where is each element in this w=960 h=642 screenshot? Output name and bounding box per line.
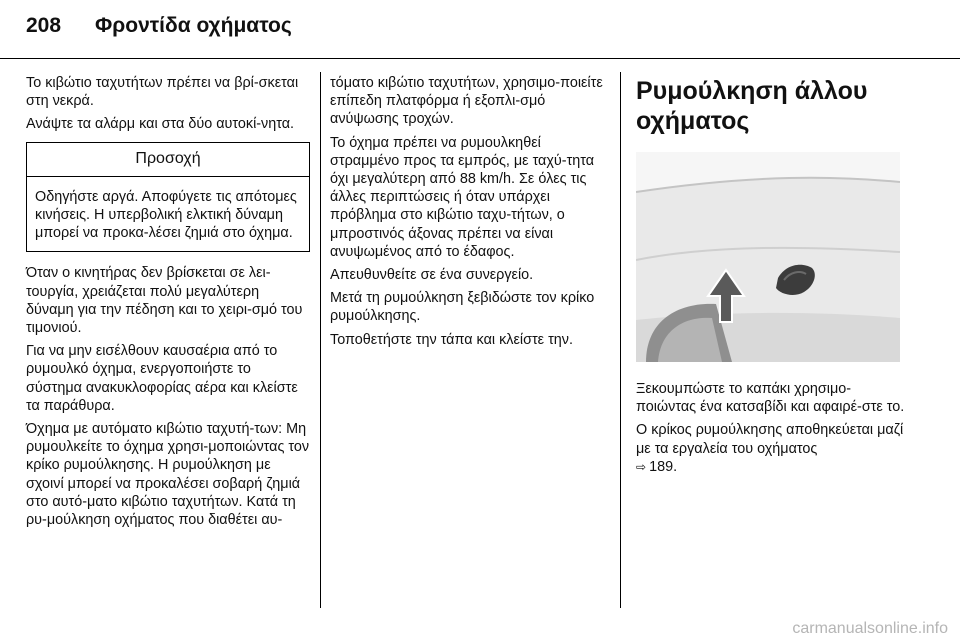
paragraph-tow-eye-storage xyxy=(636,421,906,476)
page-header xyxy=(26,14,292,44)
warning-text: Οδηγήστε αργά. Αποφύγετε τις απότομες κινήσεις. Η υπερβολική ελκτική δύναμη μπορεί να προκα-λέσει ζημιά στο όχημα. xyxy=(35,188,297,242)
rear-bumper-illustration xyxy=(636,152,900,362)
paragraph-automatic-transmission: Όχημα με αυτόματο κιβώτιο ταχυτή-των: Μη ρυμουλκείτε το όχημα χρησι-μοποιώντας τον κρίκο ρυμούλκησης. Η ρυμούλκηση με σχοινί μπορεί να προκαλέσει σοβαρή ζημιά στο αυτό-ματο κιβώτιο ταχυτήτων. Κατά τη ρυ-μούλκηση οχήματος που διαθέτει αυ- xyxy=(26,421,310,529)
paragraph-gear-neutral: Το κιβώτιο ταχυτήτων πρέπει να βρί-σκεται στη νεκρά. xyxy=(26,75,299,110)
watermark: carmanualsonline.info xyxy=(792,620,948,637)
paragraph-tow-speed: Το όχημα πρέπει να ρυμουλκηθεί στραμμένο προς τα εμπρός, με ταχύ-τητα όχι μεγαλύτερη από 88 km/h. Σε όλες τις άλλες περιπτώσεις ή όταν υπάρχει πρόβλημα στο κιβώτιο ταχυ-τήτων, ο μπροστινός άξονας πρέπει να είναι ανυψωμένος από το έδαφος. xyxy=(330,134,595,260)
column-2 xyxy=(330,74,610,354)
paragraph-engine-off: Όταν ο κινητήρας δεν βρίσκεται σε λει-τουργία, χρειάζεται πολύ μεγαλύτερη δύναμη για την πέδηση και το χειρι-σμό του τιμονιού. xyxy=(26,265,303,337)
paragraph-unscrew-eye: Μετά τη ρυμούλκηση ξεβιδώστε τον κρίκο ρυμούλκησης. xyxy=(330,290,595,325)
storage-text: Ο κρίκος ρυμούλκησης αποθηκεύεται μαζί με τα εργαλεία του οχήματος xyxy=(636,422,904,457)
page-title: Φροντίδα οχήματος xyxy=(95,14,292,37)
column-3 xyxy=(636,74,906,481)
header-rule xyxy=(0,58,960,59)
column-1 xyxy=(26,74,310,534)
rear-bumper-figure xyxy=(636,152,900,362)
paragraph-replace-cap: Τοποθετήστε την τάπα και κλείστε την. xyxy=(330,331,573,348)
column-divider-1 xyxy=(320,72,321,608)
paragraph-platform: τόματο κιβώτιο ταχυτήτων, χρησιμο-ποιείτε επίπεδη πλατφόρμα ή εξοπλι-σμό ανύψωσης τροχών. xyxy=(330,75,603,128)
warning-title: Προσοχή xyxy=(27,143,309,177)
paragraph-workshop: Απευθυνθείτε σε ένα συνεργείο. xyxy=(330,267,534,284)
column-divider-2 xyxy=(620,72,621,608)
paragraph-hazard-lights: Ανάψτε τα αλάρμ και στα δύο αυτοκί-νητα. xyxy=(26,116,295,133)
paragraph-remove-cap: Ξεκουμπώστε το καπάκι χρησιμο-ποιώντας ένα κατσαβίδι και αφαιρέ-στε το. xyxy=(636,381,905,416)
section-heading: Ρυμούλκηση άλλου οχήματος xyxy=(636,77,868,135)
page-number: 208 xyxy=(26,14,62,37)
arrow-reference-icon: ⇨ xyxy=(636,459,647,474)
warning-box xyxy=(26,142,310,253)
page-reference[interactable]: 189. xyxy=(649,458,678,475)
paragraph-exhaust: Για να μην εισέλθουν καυσαέρια από το ρυμουλκό όχημα, ενεργοποιήστε το σύστημα ανακυκλοφορίας αέρα και κλείστε τα παράθυρα. xyxy=(26,343,298,414)
